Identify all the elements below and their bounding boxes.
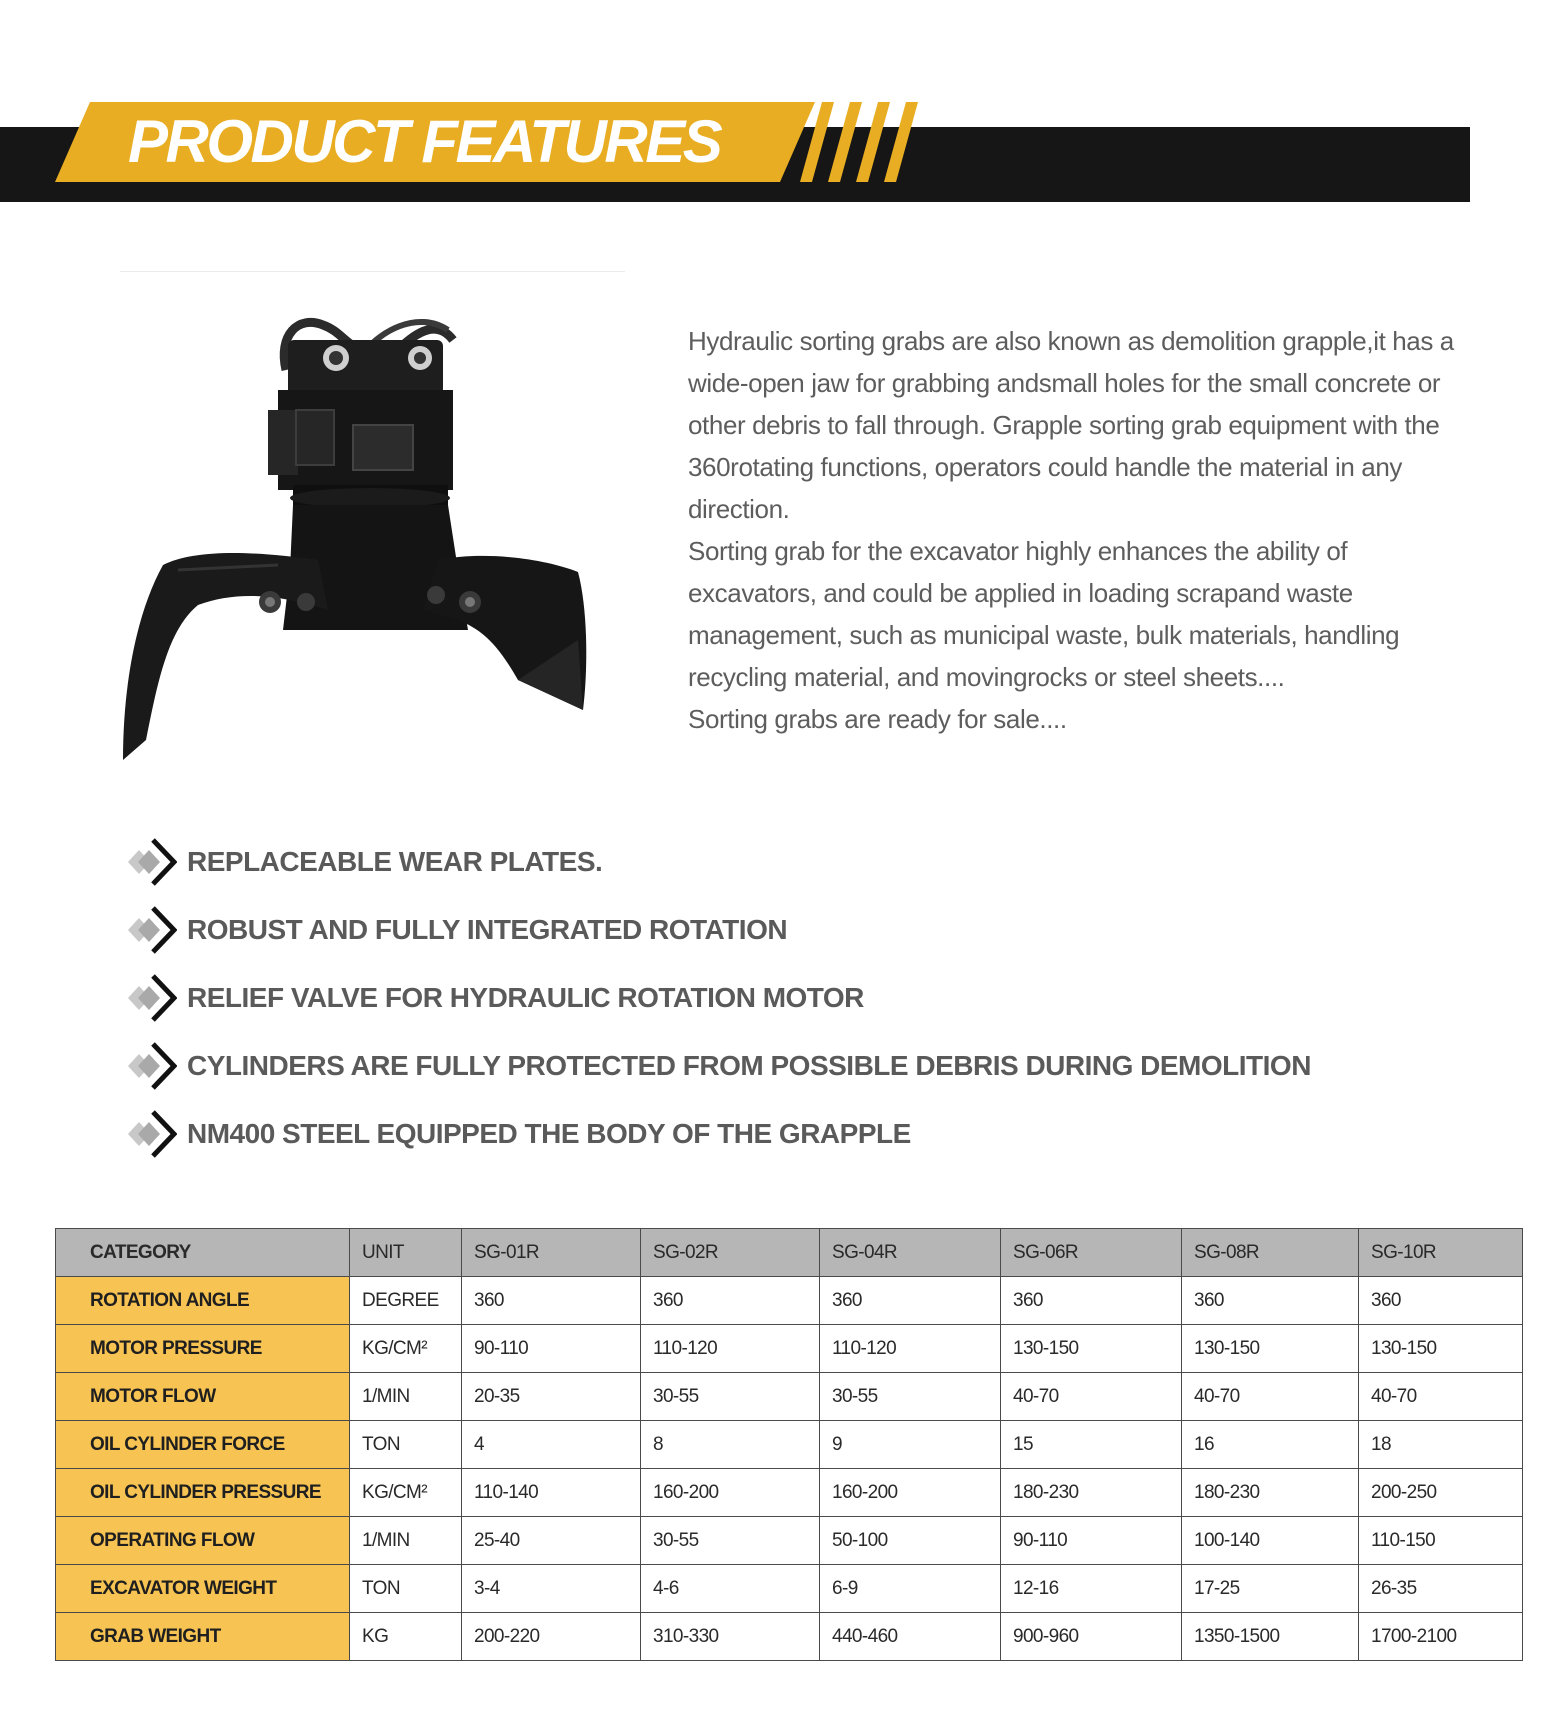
table-cell: KG/CM² <box>350 1469 462 1517</box>
column-header: SG-04R <box>820 1229 1001 1277</box>
table-row <box>56 1421 1523 1469</box>
spec-table <box>55 1228 1523 1661</box>
table-cell: 40-70 <box>1001 1373 1182 1421</box>
table-row <box>56 1517 1523 1565</box>
feature-text: RELIEF VALVE FOR HYDRAULIC ROTATION MOTOR <box>187 982 864 1013</box>
table-cell: 40-70 <box>1359 1373 1523 1421</box>
table-cell: 110-120 <box>641 1325 820 1373</box>
feature-text: ROBUST AND FULLY INTEGRATED ROTATION <box>187 914 788 945</box>
table-cell: 160-200 <box>820 1469 1001 1517</box>
features-list <box>125 828 1525 1168</box>
table-cell: 180-230 <box>1001 1469 1182 1517</box>
table-cell: 18 <box>1359 1421 1523 1469</box>
product-image <box>118 310 630 760</box>
table-cell: 1350-1500 <box>1182 1613 1359 1661</box>
double-chevron-icon <box>125 1109 177 1159</box>
feature-text: REPLACEABLE WEAR PLATES. <box>187 846 603 877</box>
column-header: SG-06R <box>1001 1229 1182 1277</box>
table-row <box>56 1277 1523 1325</box>
table-cell: 130-150 <box>1359 1325 1523 1373</box>
table-row <box>56 1469 1523 1517</box>
row-label: OIL CYLINDER PRESSURE <box>56 1469 350 1517</box>
row-label: GRAB WEIGHT <box>56 1613 350 1661</box>
description-paragraph: Hydraulic sorting grabs are also known as demolition grapple,it has a wide-open jaw for grabbing andsmall holes for the small concrete or other debris to fall through. Grapple sorting grab equipment with the 360rotating functions, operators could handle the material in any direction. <box>688 326 1454 524</box>
row-label: EXCAVATOR WEIGHT <box>56 1565 350 1613</box>
table-cell: 360 <box>462 1277 641 1325</box>
table-cell: 20-35 <box>462 1373 641 1421</box>
table-cell: 110-140 <box>462 1469 641 1517</box>
stripes-decoration <box>800 102 930 182</box>
table-cell: 360 <box>1001 1277 1182 1325</box>
column-header: SG-08R <box>1182 1229 1359 1277</box>
table-cell: KG/CM² <box>350 1325 462 1373</box>
double-chevron-icon <box>125 905 177 955</box>
table-row <box>56 1613 1523 1661</box>
double-chevron-icon <box>125 837 177 887</box>
table-cell: DEGREE <box>350 1277 462 1325</box>
table-cell: 12-16 <box>1001 1565 1182 1613</box>
column-header: SG-01R <box>462 1229 641 1277</box>
table-cell: 360 <box>1182 1277 1359 1325</box>
table-cell: 8 <box>641 1421 820 1469</box>
table-cell: 6-9 <box>820 1565 1001 1613</box>
row-label: OPERATING FLOW <box>56 1517 350 1565</box>
feature-item <box>125 964 1525 1032</box>
table-cell: 50-100 <box>820 1517 1001 1565</box>
table-cell: 900-960 <box>1001 1613 1182 1661</box>
column-header: SG-10R <box>1359 1229 1523 1277</box>
table-cell: KG <box>350 1613 462 1661</box>
table-cell: 4 <box>462 1421 641 1469</box>
table-row <box>56 1325 1523 1373</box>
feature-item <box>125 1032 1525 1100</box>
row-label: OIL CYLINDER FORCE <box>56 1421 350 1469</box>
table-cell: 1/MIN <box>350 1517 462 1565</box>
column-header: SG-02R <box>641 1229 820 1277</box>
table-cell: 200-220 <box>462 1613 641 1661</box>
double-chevron-icon <box>125 973 177 1023</box>
table-cell: 9 <box>820 1421 1001 1469</box>
table-cell: 110-150 <box>1359 1517 1523 1565</box>
column-header: CATEGORY <box>56 1229 350 1277</box>
table-cell: 160-200 <box>641 1469 820 1517</box>
row-label: MOTOR PRESSURE <box>56 1325 350 1373</box>
table-cell: 17-25 <box>1182 1565 1359 1613</box>
table-row <box>56 1565 1523 1613</box>
table-cell: 360 <box>820 1277 1001 1325</box>
row-label: ROTATION ANGLE <box>56 1277 350 1325</box>
table-cell: 30-55 <box>820 1373 1001 1421</box>
table-cell: 360 <box>641 1277 820 1325</box>
column-header: UNIT <box>350 1229 462 1277</box>
table-cell: TON <box>350 1421 462 1469</box>
table-cell: 130-150 <box>1182 1325 1359 1373</box>
table-cell: 15 <box>1001 1421 1182 1469</box>
table-cell: 1/MIN <box>350 1373 462 1421</box>
table-row <box>56 1373 1523 1421</box>
page-title: PRODUCT FEATURES <box>128 108 721 175</box>
double-chevron-icon <box>125 1041 177 1091</box>
table-cell: 3-4 <box>462 1565 641 1613</box>
table-cell: 130-150 <box>1001 1325 1182 1373</box>
table-cell: 40-70 <box>1182 1373 1359 1421</box>
table-cell: 200-250 <box>1359 1469 1523 1517</box>
feature-text: CYLINDERS ARE FULLY PROTECTED FROM POSSIBLE DEBRIS DURING DEMOLITION <box>187 1050 1311 1081</box>
feature-item <box>125 896 1525 964</box>
feature-text: NM400 STEEL EQUIPPED THE BODY OF THE GRAPPLE <box>187 1118 911 1149</box>
table-cell: 100-140 <box>1182 1517 1359 1565</box>
description-paragraph: Sorting grabs are ready for sale.... <box>688 704 1067 734</box>
feature-item <box>125 1100 1525 1168</box>
table-cell: 16 <box>1182 1421 1359 1469</box>
table-header-row <box>56 1229 1523 1277</box>
table-cell: 310-330 <box>641 1613 820 1661</box>
table-cell: 26-35 <box>1359 1565 1523 1613</box>
table-cell: 360 <box>1359 1277 1523 1325</box>
table-cell: 90-110 <box>1001 1517 1182 1565</box>
table-cell: 90-110 <box>462 1325 641 1373</box>
table-cell: 4-6 <box>641 1565 820 1613</box>
description-paragraph: Sorting grab for the excavator highly enhances the ability of excavators, and could be applied in loading scrapand waste management, such as municipal waste, bulk materials, handling recycling material, and movingrocks or steel sheets.... <box>688 536 1400 692</box>
table-cell: 30-55 <box>641 1373 820 1421</box>
divider <box>120 271 625 272</box>
table-cell: TON <box>350 1565 462 1613</box>
table-cell: 440-460 <box>820 1613 1001 1661</box>
product-description <box>688 320 1468 740</box>
row-label: MOTOR FLOW <box>56 1373 350 1421</box>
table-cell: 30-55 <box>641 1517 820 1565</box>
table-cell: 110-120 <box>820 1325 1001 1373</box>
table-cell: 180-230 <box>1182 1469 1359 1517</box>
feature-item <box>125 828 1525 896</box>
table-cell: 1700-2100 <box>1359 1613 1523 1661</box>
table-cell: 25-40 <box>462 1517 641 1565</box>
